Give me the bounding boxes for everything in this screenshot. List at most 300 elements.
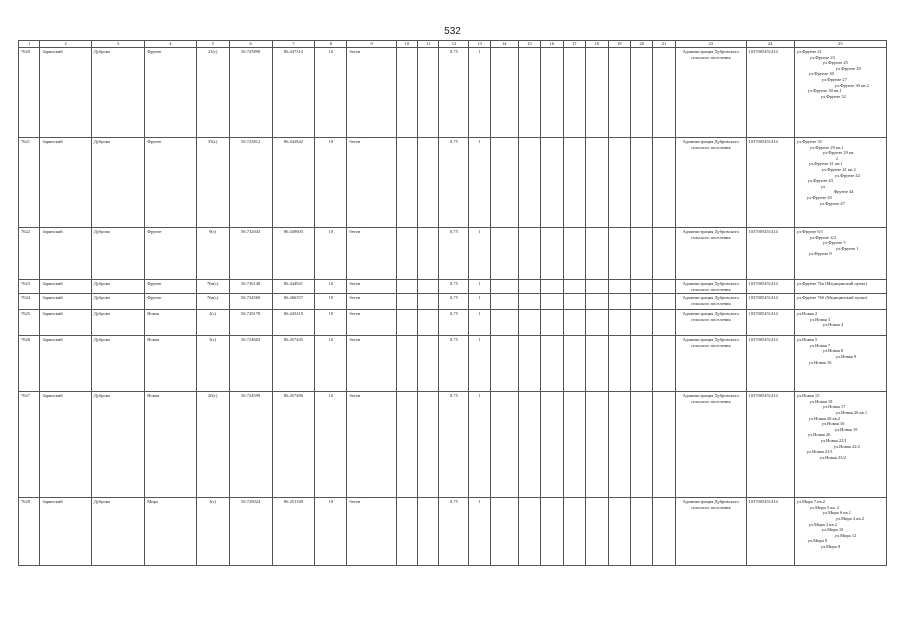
- addresses-cell: [794, 392, 886, 498]
- empty-cell: [396, 310, 417, 336]
- address-line: ул.Фрунзе 29 кв: [822, 150, 854, 156]
- longitude-cell: 86.444921: [272, 280, 315, 294]
- empty-cell: [518, 48, 540, 138]
- empty-cell: [418, 498, 439, 566]
- header-cell: 8: [315, 41, 347, 48]
- empty-cell: [418, 138, 439, 228]
- empty-cell: [563, 280, 585, 294]
- address-line: ул.Мира 12: [834, 532, 857, 538]
- empty-cell: [563, 336, 585, 392]
- owner-cell: Администрация Дубровского сельского поселения: [675, 310, 746, 336]
- district-cell: Заринский: [40, 138, 91, 228]
- address-line: ул.Новая 17: [822, 404, 846, 410]
- address-line: ул.Новая 22/2: [833, 443, 860, 449]
- header-cell: 5: [196, 41, 229, 48]
- count-cell: 1: [469, 294, 490, 310]
- address-line: ул.Новая 3: [809, 316, 831, 322]
- owner-cell: Администрация Дубровского сельского поселения: [675, 48, 746, 138]
- empty-cell: [563, 138, 585, 228]
- table-row: [19, 228, 887, 280]
- latitude-cell: 56.724602: [229, 336, 272, 392]
- address-line: ул.Фрунзе 42: [834, 172, 860, 178]
- house-cell: 76а(с): [196, 280, 229, 294]
- table-row: [19, 48, 887, 138]
- material-cell: бетон: [347, 228, 396, 280]
- material-cell: бетон: [347, 392, 396, 498]
- empty-cell: [653, 228, 675, 280]
- material-cell: бетон: [347, 310, 396, 336]
- address-line: ул.Новая 5: [796, 337, 818, 343]
- owner-cell: Администрация Дубровского сельского поселения: [675, 336, 746, 392]
- owner-cell: Администрация Дубровского сельского поселения: [675, 138, 746, 228]
- addresses-cell: [794, 498, 886, 566]
- empty-cell: [396, 336, 417, 392]
- street-cell: Новая: [145, 336, 196, 392]
- empty-cell: [490, 138, 518, 228]
- house-cell: 9(с): [196, 228, 229, 280]
- ogrn-cell: 1037005451414: [746, 310, 794, 336]
- empty-cell: [541, 280, 563, 294]
- address-line: ул.Мира 9: [807, 538, 828, 544]
- area-cell: 10: [315, 138, 347, 228]
- empty-cell: [396, 498, 417, 566]
- address-line: 2: [835, 155, 838, 161]
- address-line: ул.Мира 7 кв.2: [796, 499, 825, 505]
- row-number: 7621: [19, 138, 40, 228]
- empty-cell: [586, 280, 608, 294]
- address-line: ул.Мира 10: [821, 527, 844, 533]
- empty-cell: [396, 280, 417, 294]
- village-cell: Дуброва: [91, 138, 145, 228]
- empty-cell: [396, 48, 417, 138]
- latitude-cell: 56.729178: [229, 310, 272, 336]
- count-cell: 1: [469, 392, 490, 498]
- empty-cell: [608, 138, 630, 228]
- street-cell: Фрунзе: [145, 294, 196, 310]
- street-cell: Новая: [145, 392, 196, 498]
- empty-cell: [396, 138, 417, 228]
- street-cell: Фрунзе: [145, 138, 196, 228]
- count-cell: 1: [469, 228, 490, 280]
- address-line: ул.Новая 9: [835, 353, 857, 359]
- house-cell: 5(с): [196, 336, 229, 392]
- address-line: ул.Фрунзе 35: [796, 139, 822, 144]
- empty-cell: [563, 48, 585, 138]
- header-cell: 1: [19, 41, 40, 48]
- header-cell: 12: [439, 41, 469, 48]
- header-cell: 2: [40, 41, 91, 48]
- area-cell: 10: [315, 48, 347, 138]
- empty-cell: [630, 48, 652, 138]
- latitude-cell: 56.729024: [229, 498, 272, 566]
- address-line: ул.Новая 23/1: [806, 449, 833, 455]
- header-cell: 19: [608, 41, 630, 48]
- address-line: ул.Новая 20 кв.1: [835, 409, 868, 415]
- address-line: ул.Фрунзе 45: [806, 194, 832, 200]
- ogrn-cell: 1037005451414: [746, 336, 794, 392]
- table-row: [19, 498, 887, 566]
- count-cell: 1: [469, 336, 490, 392]
- header-cell: 9: [347, 41, 396, 48]
- empty-cell: [490, 310, 518, 336]
- empty-cell: [608, 48, 630, 138]
- empty-cell: [518, 310, 540, 336]
- address-line: ул.Мира 8: [820, 543, 841, 549]
- count-cell: 1: [469, 498, 490, 566]
- area-cell: 10: [315, 228, 347, 280]
- street-cell: Фрунзе: [145, 48, 196, 138]
- empty-cell: [418, 294, 439, 310]
- volume-cell: 0,75: [439, 498, 469, 566]
- empty-cell: [630, 280, 652, 294]
- header-cell: 15: [518, 41, 540, 48]
- address-line: ул.Новая 23/2: [819, 454, 846, 460]
- volume-cell: 0,75: [439, 280, 469, 294]
- empty-cell: [608, 280, 630, 294]
- house-cell: 35(с): [196, 138, 229, 228]
- empty-cell: [490, 228, 518, 280]
- longitude-cell: 86.457486: [272, 392, 315, 498]
- owner-cell: Администрация Дубровского сельского поселения: [675, 228, 746, 280]
- row-number: 7623: [19, 280, 40, 294]
- empty-cell: [490, 280, 518, 294]
- latitude-cell: 56.732043: [229, 228, 272, 280]
- address-line: ул.Новая 18: [809, 398, 833, 404]
- header-cell: 7: [272, 41, 315, 48]
- address-line: ул.Фрунзе 29: [835, 65, 861, 71]
- address-line: ул.Новая 10: [808, 359, 832, 365]
- empty-cell: [541, 336, 563, 392]
- empty-cell: [563, 294, 585, 310]
- count-cell: 1: [469, 280, 490, 294]
- empty-cell: [541, 48, 563, 138]
- empty-cell: [653, 138, 675, 228]
- address-line: ул.Фрунзе 1: [835, 245, 859, 251]
- village-cell: Дуброва: [91, 310, 145, 336]
- address-line: ул.Фрунзе 23: [809, 54, 835, 60]
- header-cell: 4: [145, 41, 196, 48]
- empty-cell: [608, 294, 630, 310]
- address-line: ул.Фрунзе 47: [819, 200, 845, 206]
- district-cell: Заринский: [40, 48, 91, 138]
- owner-cell: Администрация Дубровского сельского поселения: [675, 294, 746, 310]
- empty-cell: [608, 310, 630, 336]
- addresses-cell: [794, 138, 886, 228]
- empty-cell: [518, 392, 540, 498]
- empty-cell: [396, 392, 417, 498]
- village-cell: Дуброва: [91, 392, 145, 498]
- empty-cell: [490, 48, 518, 138]
- volume-cell: 0,75: [439, 336, 469, 392]
- longitude-cell: 86.445419: [272, 310, 315, 336]
- empty-cell: [608, 498, 630, 566]
- address-line: ул.Фрунзе 6/1: [796, 229, 824, 234]
- ogrn-cell: 1037005451414: [746, 280, 794, 294]
- empty-cell: [518, 280, 540, 294]
- empty-cell: [630, 310, 652, 336]
- material-cell: бетон: [347, 138, 396, 228]
- ogrn-cell: 1037005451414: [746, 48, 794, 138]
- empty-cell: [586, 336, 608, 392]
- empty-cell: [490, 498, 518, 566]
- address-line: ул: [820, 183, 825, 189]
- empty-cell: [630, 294, 652, 310]
- street-cell: Новая: [145, 310, 196, 336]
- empty-cell: [563, 498, 585, 566]
- longitude-cell: 86.442842: [272, 138, 315, 228]
- area-cell: 10: [315, 336, 347, 392]
- address-line: ул.Новая 7: [809, 342, 831, 348]
- address-line: ул.Фрунзе 76б (Медицинский пункт): [796, 295, 868, 301]
- header-cell: 16: [541, 41, 563, 48]
- empty-cell: [630, 228, 652, 280]
- addresses-cell: [794, 294, 886, 310]
- header-cell: 24: [746, 41, 794, 48]
- village-cell: Дуброва: [91, 336, 145, 392]
- house-cell: 20(с): [196, 392, 229, 498]
- table-row: [19, 392, 887, 498]
- empty-cell: [518, 228, 540, 280]
- empty-cell: [563, 310, 585, 336]
- area-cell: 10: [315, 310, 347, 336]
- area-cell: 10: [315, 498, 347, 566]
- village-cell: Дуброва: [91, 498, 145, 566]
- addresses-cell: [794, 48, 886, 138]
- address-line: ул.Мира 3 кв.2: [808, 521, 837, 527]
- latitude-cell: 56.734560: [229, 294, 272, 310]
- longitude-cell: 86.457445: [272, 336, 315, 392]
- header-row: [19, 41, 887, 48]
- district-cell: Заринский: [40, 228, 91, 280]
- address-line: ул.Фрунзе 30 кв.1: [807, 88, 842, 94]
- addresses-cell: [794, 280, 886, 294]
- empty-cell: [418, 336, 439, 392]
- ogrn-cell: 1037005451414: [746, 498, 794, 566]
- address-line: ул.Новая 2: [796, 311, 818, 317]
- address-line: ул.Фрунзе 21: [796, 49, 822, 54]
- address-line: ул.Мира 6 кв.1: [822, 510, 851, 516]
- longitude-cell: 86.449603: [272, 228, 315, 280]
- district-cell: Заринский: [40, 392, 91, 498]
- longitude-cell: 86.466357: [272, 294, 315, 310]
- empty-cell: [653, 336, 675, 392]
- table-row: [19, 280, 887, 294]
- empty-cell: [653, 48, 675, 138]
- address-line: ул.Новая 4: [822, 322, 844, 328]
- area-cell: 10: [315, 280, 347, 294]
- owner-cell: Администрация Дубровского сельского поселения: [675, 280, 746, 294]
- row-number: 7625: [19, 310, 40, 336]
- address-line: ул.Фрунзе 41 кв.1: [808, 161, 843, 167]
- material-cell: бетон: [347, 336, 396, 392]
- table-row: [19, 138, 887, 228]
- empty-cell: [563, 392, 585, 498]
- empty-cell: [563, 228, 585, 280]
- address-line: ул.Фрунзе 76а (Медицинский пункт): [796, 281, 868, 286]
- house-cell: 2(с): [196, 310, 229, 336]
- house-cell: 21(с): [196, 48, 229, 138]
- row-number: 7624: [19, 294, 40, 310]
- register-table: [18, 40, 887, 566]
- district-cell: Заринский: [40, 280, 91, 294]
- empty-cell: [490, 294, 518, 310]
- empty-cell: [586, 498, 608, 566]
- empty-cell: [541, 310, 563, 336]
- latitude-cell: 56.725890: [229, 48, 272, 138]
- empty-cell: [541, 228, 563, 280]
- longitude-cell: 86.451349: [272, 498, 315, 566]
- address-line: ул.Новая 22/1: [820, 437, 847, 443]
- addresses-cell: [794, 310, 886, 336]
- empty-cell: [541, 498, 563, 566]
- header-cell: 21: [653, 41, 675, 48]
- empty-cell: [653, 280, 675, 294]
- latitude-cell: 56.723812: [229, 138, 272, 228]
- address-line: ул.Фрунзе 30: [808, 71, 834, 77]
- empty-cell: [586, 228, 608, 280]
- addresses-cell: [794, 228, 886, 280]
- district-cell: Заринский: [40, 498, 91, 566]
- address-line: ул.Мира 5 кв. 2: [809, 504, 840, 510]
- header-cell: 6: [229, 41, 272, 48]
- header-cell: 13: [469, 41, 490, 48]
- empty-cell: [653, 498, 675, 566]
- empty-cell: [541, 138, 563, 228]
- volume-cell: 0,75: [439, 48, 469, 138]
- material-cell: бетон: [347, 280, 396, 294]
- street-cell: Фрунзе: [145, 280, 196, 294]
- house-cell: 3(с): [196, 498, 229, 566]
- empty-cell: [586, 392, 608, 498]
- address-line: ул.Фрунзе 27: [821, 76, 847, 82]
- address-line: ул.Фрунзе 8: [808, 251, 832, 257]
- empty-cell: [418, 48, 439, 138]
- empty-cell: [518, 498, 540, 566]
- row-number: 7628: [19, 498, 40, 566]
- address-line: ул.Новая 26: [807, 432, 831, 438]
- address-line: ул.Новая 19: [834, 426, 858, 432]
- row-number: 7620: [19, 48, 40, 138]
- address-line: ул.Фрунзе 29 кв.1: [809, 144, 844, 150]
- empty-cell: [630, 336, 652, 392]
- street-cell: Фрунзе: [145, 228, 196, 280]
- longitude-cell: 86.447314: [272, 48, 315, 138]
- district-cell: Заринский: [40, 310, 91, 336]
- empty-cell: [490, 392, 518, 498]
- volume-cell: 0,75: [439, 138, 469, 228]
- empty-cell: [396, 294, 417, 310]
- empty-cell: [608, 392, 630, 498]
- ogrn-cell: 1037005451414: [746, 392, 794, 498]
- owner-cell: Администрация Дубровского сельского поселения: [675, 498, 746, 566]
- count-cell: 1: [469, 310, 490, 336]
- address-line: ул.Фрунзе 41 кв.2: [821, 166, 856, 172]
- table-row: [19, 294, 887, 310]
- empty-cell: [541, 294, 563, 310]
- empty-cell: [586, 310, 608, 336]
- empty-cell: [518, 336, 540, 392]
- table-row: [19, 336, 887, 392]
- district-cell: Заринский: [40, 294, 91, 310]
- address-line: ул.Фрунзе 32: [820, 93, 846, 99]
- header-cell: 18: [586, 41, 608, 48]
- empty-cell: [418, 280, 439, 294]
- count-cell: 1: [469, 48, 490, 138]
- village-cell: Дуброва: [91, 294, 145, 310]
- owner-cell: Администрация Дубровского сельского поселения: [675, 392, 746, 498]
- empty-cell: [630, 392, 652, 498]
- volume-cell: 0,75: [439, 310, 469, 336]
- area-cell: 10: [315, 294, 347, 310]
- empty-cell: [396, 228, 417, 280]
- address-line: ул.Новая 20 кв.2: [808, 415, 841, 421]
- empty-cell: [653, 392, 675, 498]
- volume-cell: 0,75: [439, 228, 469, 280]
- address-line: Фрунзе 44: [833, 189, 854, 195]
- empty-cell: [586, 48, 608, 138]
- material-cell: бетон: [347, 48, 396, 138]
- address-line: ул.Фрунзе 43: [807, 178, 833, 184]
- village-cell: Дуброва: [91, 228, 145, 280]
- row-number: 7622: [19, 228, 40, 280]
- header-cell: 20: [630, 41, 652, 48]
- empty-cell: [630, 498, 652, 566]
- page-number: 532: [444, 26, 461, 37]
- row-number: 7627: [19, 392, 40, 498]
- count-cell: 1: [469, 138, 490, 228]
- material-cell: бетон: [347, 294, 396, 310]
- village-cell: Дуброва: [91, 48, 145, 138]
- address-line: ул.Фрунзе 30 кв.2: [834, 82, 869, 88]
- empty-cell: [653, 310, 675, 336]
- empty-cell: [630, 138, 652, 228]
- header-cell: 25: [794, 41, 886, 48]
- ogrn-cell: 1037005451414: [746, 228, 794, 280]
- table-row: [19, 310, 887, 336]
- empty-cell: [490, 336, 518, 392]
- address-line: ул.Фрунзе 5: [822, 240, 846, 246]
- ogrn-cell: 1037005451414: [746, 294, 794, 310]
- empty-cell: [418, 310, 439, 336]
- empty-cell: [653, 294, 675, 310]
- street-cell: Мира: [145, 498, 196, 566]
- address-line: ул.Новая 15: [796, 393, 820, 399]
- empty-cell: [518, 138, 540, 228]
- volume-cell: 0,75: [439, 392, 469, 498]
- header-cell: 14: [490, 41, 518, 48]
- latitude-cell: 56.724599: [229, 392, 272, 498]
- village-cell: Дуброва: [91, 280, 145, 294]
- header-cell: 11: [418, 41, 439, 48]
- addresses-cell: [794, 336, 886, 392]
- empty-cell: [608, 228, 630, 280]
- volume-cell: 0,75: [439, 294, 469, 310]
- header-cell: 10: [396, 41, 417, 48]
- address-line: ул.Мира 4 кв.2: [835, 515, 864, 521]
- area-cell: 10: [315, 392, 347, 498]
- empty-cell: [541, 392, 563, 498]
- header-cell: 23: [675, 41, 746, 48]
- empty-cell: [586, 294, 608, 310]
- house-cell: 76а(с): [196, 294, 229, 310]
- empty-cell: [418, 392, 439, 498]
- empty-cell: [418, 228, 439, 280]
- address-line: ул.Фрунзе 25: [822, 60, 848, 66]
- empty-cell: [608, 336, 630, 392]
- district-cell: Заринский: [40, 336, 91, 392]
- ogrn-cell: 1037005451414: [746, 138, 794, 228]
- address-line: ул.Фрунзе 4/2: [809, 234, 837, 240]
